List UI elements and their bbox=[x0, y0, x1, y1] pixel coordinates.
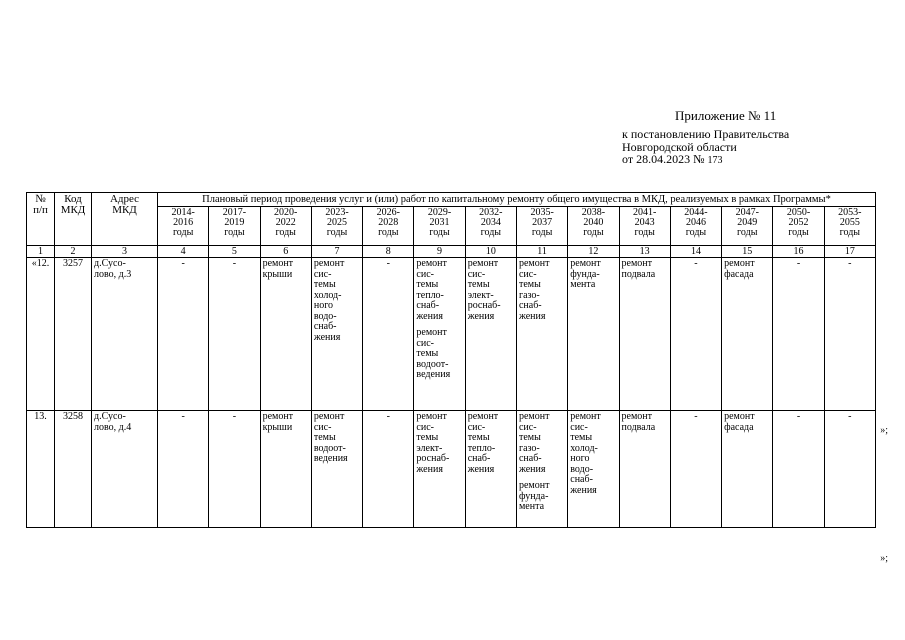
period-header: 2026- 2028 годы bbox=[363, 207, 414, 246]
work-item: ремонт фасада bbox=[724, 411, 755, 433]
work-item: - bbox=[181, 411, 185, 422]
column-number: 5 bbox=[209, 246, 260, 258]
work-item: ремонт крыши bbox=[262, 411, 294, 433]
work-item: ремонт подвала bbox=[621, 411, 656, 433]
column-number: 6 bbox=[260, 246, 311, 258]
work-cell bbox=[311, 258, 362, 411]
work-cell bbox=[209, 258, 260, 411]
column-numbers-row bbox=[27, 246, 876, 258]
work-cell bbox=[516, 258, 567, 411]
work-cell bbox=[568, 411, 619, 528]
work-item: ремонт фунда- мента bbox=[570, 258, 601, 290]
work-item: - bbox=[386, 258, 390, 269]
column-number: 7 bbox=[311, 246, 362, 258]
decree-line-2: Новгородской области bbox=[622, 139, 737, 154]
work-cell bbox=[670, 411, 721, 528]
work-item: - bbox=[848, 411, 852, 422]
work-cell bbox=[773, 258, 824, 411]
table-row bbox=[27, 258, 876, 411]
column-number: 9 bbox=[414, 246, 465, 258]
period-header: 2044- 2046 годы bbox=[670, 207, 721, 246]
period-header: 2050- 2052 годы bbox=[773, 207, 824, 246]
column-number: 14 bbox=[670, 246, 721, 258]
period-header: 2020- 2022 годы bbox=[260, 207, 311, 246]
period-header: 2047- 2049 годы bbox=[722, 207, 773, 246]
building-address: д.Сусо- лово, д.4 bbox=[92, 411, 158, 528]
work-cell bbox=[722, 411, 773, 528]
work-item: - bbox=[796, 258, 801, 269]
period-header: 2038- 2040 годы bbox=[568, 207, 619, 246]
building-address: д.Сусо- лово, д.3 bbox=[92, 258, 158, 411]
period-header: 2014- 2016 годы bbox=[158, 207, 209, 246]
column-number: 13 bbox=[619, 246, 670, 258]
work-cell bbox=[568, 258, 619, 411]
work-cell bbox=[465, 258, 516, 411]
period-header: 2032- 2034 годы bbox=[465, 207, 516, 246]
row-closing-mark: »; bbox=[880, 425, 888, 436]
period-header: 2035- 2037 годы bbox=[516, 207, 567, 246]
work-cell bbox=[363, 411, 414, 528]
column-number: 16 bbox=[773, 246, 824, 258]
work-cell bbox=[773, 411, 824, 528]
capital-repair-table bbox=[26, 192, 876, 528]
building-code: 3257 bbox=[55, 258, 92, 411]
work-cell bbox=[311, 411, 362, 528]
work-item: ремонт сис- темы холод- ного водо- снаб- жения bbox=[313, 258, 345, 343]
work-item: ремонт сис- темы водоот- ведения bbox=[416, 327, 451, 380]
work-cell bbox=[260, 411, 311, 528]
work-item: ремонт сис- темы газо- снаб- жения bbox=[518, 258, 550, 322]
row-number: «12. bbox=[27, 258, 55, 411]
work-item: - bbox=[181, 258, 185, 269]
work-item: - bbox=[694, 411, 698, 422]
work-cell bbox=[363, 258, 414, 411]
decree-date: от 28.04.2023 № bbox=[622, 152, 705, 166]
building-code: 3258 bbox=[55, 411, 92, 528]
work-cell bbox=[260, 258, 311, 411]
work-item: ремонт крыши bbox=[262, 258, 294, 280]
work-item: - bbox=[232, 411, 237, 422]
work-item: - bbox=[232, 258, 237, 269]
column-number: 11 bbox=[516, 246, 567, 258]
col-code-header: Код МКД bbox=[55, 193, 92, 246]
work-item: ремонт фунда- мента bbox=[518, 480, 550, 512]
decree-line-1: к постановлению Правительства bbox=[622, 127, 790, 141]
col-address-header: Адрес МКД bbox=[92, 193, 158, 246]
work-cell bbox=[516, 411, 567, 528]
column-number: 1 bbox=[27, 246, 55, 258]
decree-reference bbox=[622, 128, 789, 168]
row-number: 13. bbox=[27, 411, 55, 528]
column-number: 15 bbox=[722, 246, 773, 258]
work-item: ремонт сис- темы холод- ного водо- снаб- жения bbox=[570, 411, 601, 496]
work-cell bbox=[722, 258, 773, 411]
work-item: - bbox=[848, 258, 852, 269]
work-item: ремонт сис- темы элект- роснаб- жения bbox=[467, 258, 501, 322]
decree-line-3 bbox=[622, 153, 789, 168]
decree-number: 173 bbox=[707, 155, 723, 166]
work-cell bbox=[824, 258, 875, 411]
work-item: ремонт сис- темы тепло- снаб- жения bbox=[467, 411, 499, 475]
work-cell bbox=[670, 258, 721, 411]
work-item: ремонт сис- темы газо- снаб- жения bbox=[518, 411, 550, 475]
period-header: 2053- 2055 годы bbox=[824, 207, 875, 246]
work-item: ремонт сис- темы элект- роснаб- жения bbox=[416, 411, 450, 475]
work-item: - bbox=[694, 258, 698, 269]
work-item: - bbox=[796, 411, 801, 422]
period-header: 2029- 2031 годы bbox=[414, 207, 465, 246]
column-number: 2 bbox=[55, 246, 92, 258]
col-no-header: № п/п bbox=[27, 193, 55, 246]
column-number: 8 bbox=[363, 246, 414, 258]
work-cell bbox=[209, 411, 260, 528]
work-item: ремонт сис- темы тепло- снаб- жения bbox=[416, 258, 447, 322]
work-item: ремонт фасада bbox=[724, 258, 755, 280]
column-number: 3 bbox=[92, 246, 158, 258]
work-cell bbox=[414, 258, 465, 411]
work-item: ремонт подвала bbox=[621, 258, 656, 280]
column-number: 17 bbox=[824, 246, 875, 258]
work-cell bbox=[414, 411, 465, 528]
work-cell bbox=[465, 411, 516, 528]
column-number: 10 bbox=[465, 246, 516, 258]
column-number: 12 bbox=[568, 246, 619, 258]
period-caption: Плановый период проведения услуг и (или) работ по капитальному ремонту общего имущества в МКД, реализуемых в рамках Программы* bbox=[158, 193, 876, 207]
work-item: - bbox=[386, 411, 390, 422]
work-cell bbox=[824, 411, 875, 528]
row-closing-mark: »; bbox=[880, 553, 888, 564]
work-item: ремонт сис- темы водоот- ведения bbox=[313, 411, 348, 464]
header-row-1 bbox=[27, 193, 876, 207]
period-header: 2023- 2025 годы bbox=[311, 207, 362, 246]
column-number: 4 bbox=[158, 246, 209, 258]
table-row bbox=[27, 411, 876, 528]
work-cell bbox=[619, 258, 670, 411]
work-cell bbox=[158, 258, 209, 411]
work-cell bbox=[158, 411, 209, 528]
period-header: 2041- 2043 годы bbox=[619, 207, 670, 246]
period-header: 2017- 2019 годы bbox=[209, 207, 260, 246]
work-cell bbox=[619, 411, 670, 528]
annex-title: Приложение № 11 bbox=[675, 108, 777, 123]
